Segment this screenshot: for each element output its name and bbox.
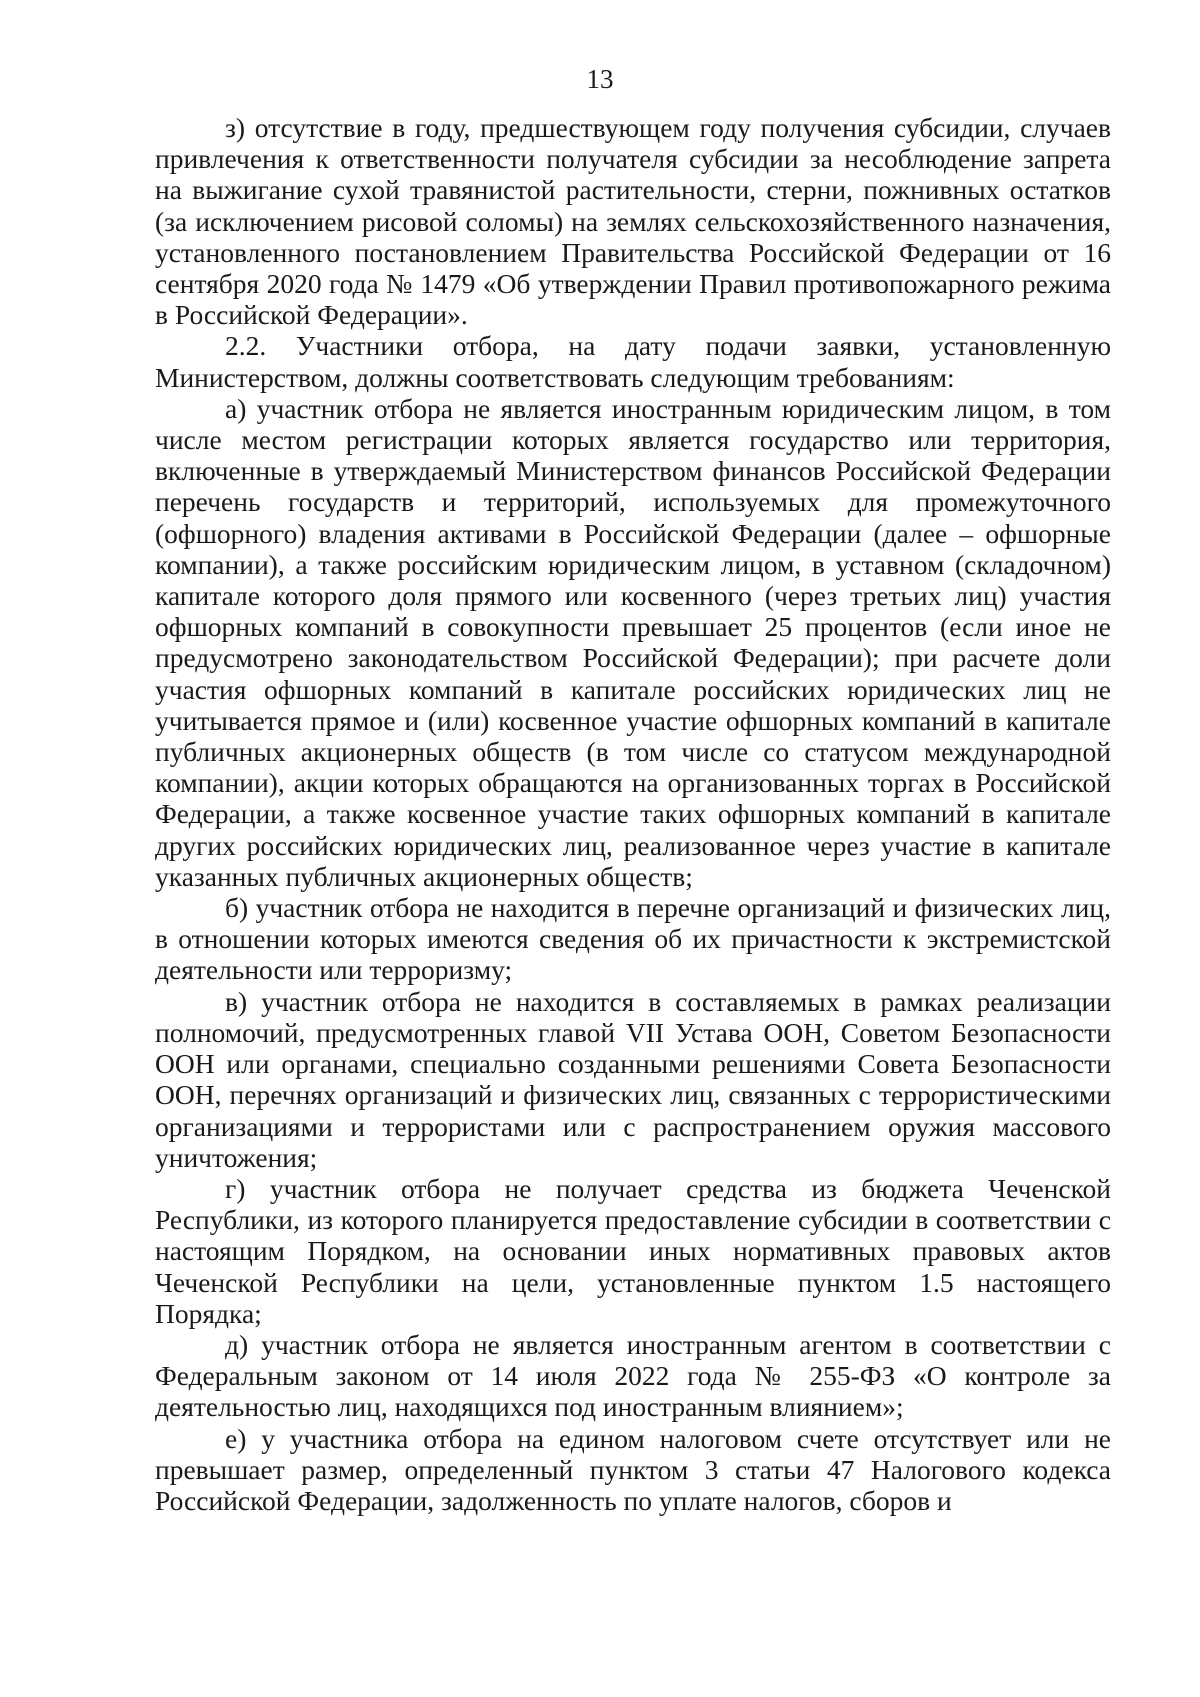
paragraph-clause-b: б) участник отбора не находится в перечне организаций и физических лиц, в отношении которых имеются сведения об их причастности к экстремистской деятельности или терроризму; <box>155 892 1111 986</box>
document-body <box>155 112 1111 1516</box>
paragraph-clause-e: е) у участника отбора на едином налоговом счете отсутствует или не превышает размер, определенный пунктом 3 статьи 47 Налогового кодекса Российской Федерации, задолженность по уплате налогов, сборов и <box>155 1422 1111 1516</box>
page-number: 13 <box>586 64 614 94</box>
paragraph-clause-g: г) участник отбора не получает средства из бюджета Чеченской Республики, из которого планируется предоставление субсидии в соответствии с настоящим Порядком, на основании иных нормативных правовых актов Чеченской Республики на цели, установленные пунктом 1.5 настоящего Порядка; <box>155 1172 1111 1329</box>
paragraph-clause-z: з) отсутствие в году, предшествующем году получения субсидии, случаев привлечения к ответственности получателя субсидии за несоблюдение запрета на выжигание сухой травянистой растительности, стерни, пожнивных остатков (за исключением рисовой соломы) на землях сельскохозяйственного назначения, установленного постановлением Правительства Российской Федерации от 16 сентября 2020 года № 1479 «Об утверждении Правил противопожарного режима в Российской Федерации». <box>155 112 1111 331</box>
paragraph-clause-a: а) участник отбора не является иностранным юридическим лицом, в том числе местом регистрации которых является государство или территория, включенные в утверждаемый Министерством финансов Российской Федерации перечень государств и территорий, используемых для промежуточного (офшорного) владения активами в Российской Федерации (далее – офшорные компании), а также российским юридическим лицом, в уставном (складочном) капитале которого доля прямого или косвенного (через третьих лиц) участия офшорных компаний в совокупности превышает 25 процентов (если иное не предусмотрено законодательством Российской Федерации); при расчете доли участия офшорных компаний в капитале российских юридических лиц не учитывается прямое и (или) косвенное участие офшорных компаний в капитале публичных акционерных обществ (в том числе со статусом международной компании), акции которых обращаются на организованных торгах в Российской Федерации, а также косвенное участие таких офшорных компаний в капитале других российских юридических лиц, реализованное через участие в капитале указанных публичных акционерных обществ; <box>155 392 1111 892</box>
paragraph-clause-v: в) участник отбора не находится в составляемых в рамках реализации полномочий, предусмотренных главой VII Устава ООН, Советом Безопасности ООН или органами, специально созданными решениями Совета Безопасности ООН, перечнях организаций и физических лиц, связанных с террористическими организациями и террористами или с распространением оружия массового уничтожения; <box>155 985 1111 1173</box>
paragraph-clause-d: д) участник отбора не является иностранным агентом в соответствии с Федеральным законом от 14 июля 2022 года № 255-ФЗ «О контроле за деятельностью лиц, находящихся под иностранным влиянием»; <box>155 1328 1111 1423</box>
paragraph-section-2-2: 2.2. Участники отбора, на дату подачи заявки, установленную Министерством, должны соответствовать следующим требованиям: <box>155 330 1111 393</box>
